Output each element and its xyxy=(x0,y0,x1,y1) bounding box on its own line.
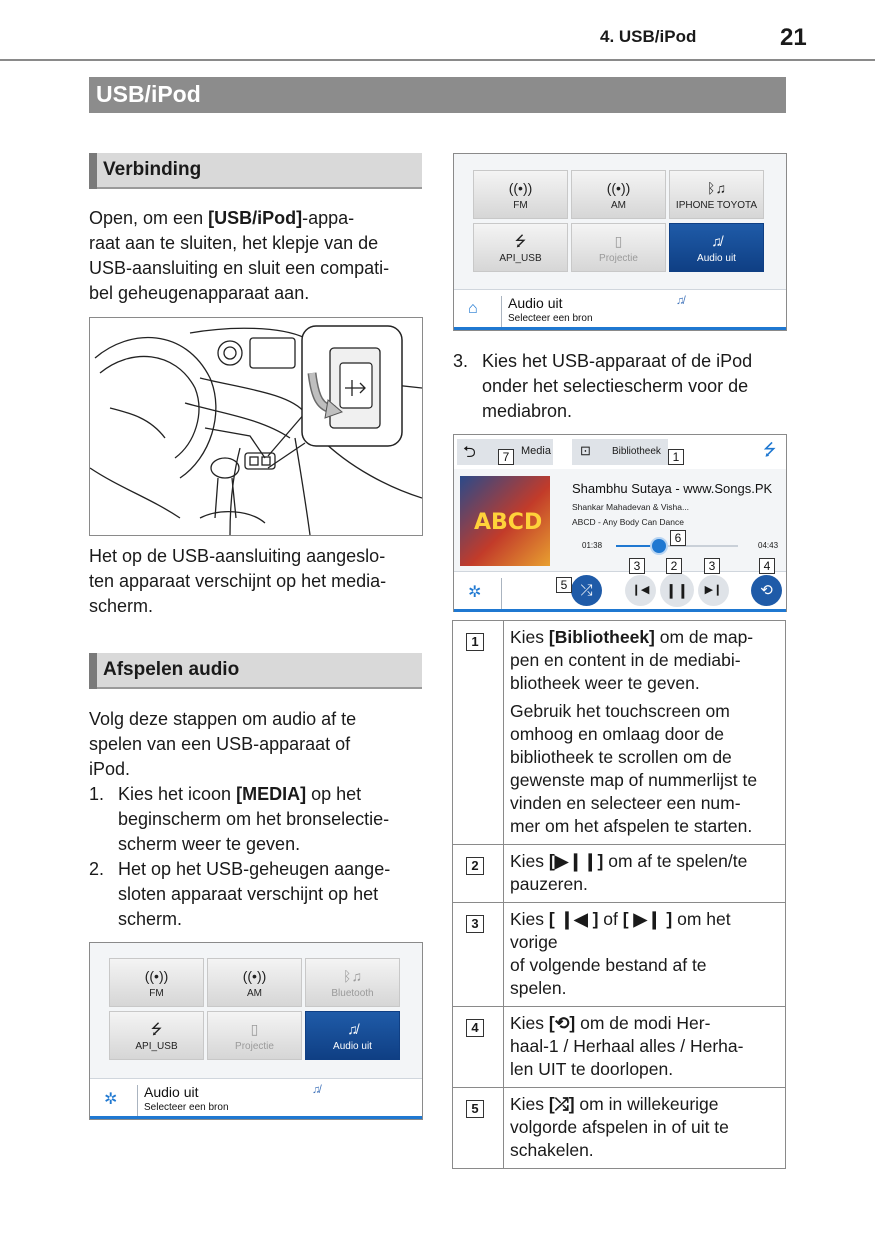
music-off-icon: ♫̸ xyxy=(676,295,685,307)
phone-off-icon: ▯ xyxy=(614,233,623,249)
library-icon: ⊡ xyxy=(580,443,591,458)
previous-button[interactable]: ❙◀ xyxy=(625,575,656,606)
text-line: -appa- xyxy=(302,208,355,228)
text-part: om het vorige xyxy=(510,909,731,952)
chapter-title-bar xyxy=(89,77,786,113)
text-part: pauzeren. xyxy=(510,874,588,894)
legend-row-3 xyxy=(453,903,786,1007)
tile-label: Projectie xyxy=(235,1041,274,1052)
text-line: op het xyxy=(306,784,362,804)
callout-1: 1 xyxy=(668,449,684,465)
library-button[interactable] xyxy=(572,439,668,465)
bluetooth-music-icon: ᛒ♫ xyxy=(343,968,362,984)
status-title: Audio uit xyxy=(508,295,563,311)
text-part: bliotheek weer te geven. xyxy=(510,673,700,693)
artist-name: Shankar Mahadevan & Visha... xyxy=(572,502,690,512)
legend-text xyxy=(510,1012,781,1081)
subhead-afspelen xyxy=(89,653,422,689)
text-line: bel geheugenapparaat aan. xyxy=(89,283,310,303)
steps-list xyxy=(89,782,429,932)
text-part: omhoog en omlaag door de xyxy=(510,724,725,744)
gear-icon[interactable]: ✲ xyxy=(468,584,482,601)
text-line: scherm weer te geven. xyxy=(118,834,301,854)
subhead-verbinding-text: Verbinding xyxy=(103,159,202,180)
source-screen-a xyxy=(89,942,423,1120)
step-number: 1. xyxy=(89,784,105,804)
previous-icon: [ ❙◀ ] xyxy=(548,909,599,929)
phone-off-icon: ▯ xyxy=(250,1021,259,1037)
text-part: spelen. xyxy=(510,978,567,998)
radio-signal-icon: ((•)) xyxy=(508,180,533,196)
text-line: onder het selectiescherm voor de xyxy=(482,376,749,396)
text-part: mer om het afspelen te starten. xyxy=(510,816,753,836)
legend-key: 4 xyxy=(466,1019,484,1037)
library-label: Bibliotheek xyxy=(612,446,661,457)
step-number: 3. xyxy=(453,351,469,371)
para-media-screen xyxy=(89,544,429,619)
bluetooth-music-icon: ᛒ♫ xyxy=(707,180,726,196)
text-part: Kies xyxy=(510,851,549,871)
tile-label: FM xyxy=(513,200,528,211)
tile-api-usb[interactable] xyxy=(109,1011,204,1060)
radio-signal-icon: ((•)) xyxy=(144,968,169,984)
bold-term: [Bibliotheek] xyxy=(548,627,655,647)
text-line: Kies het USB-apparaat of de iPod xyxy=(482,351,753,371)
car-interior-drawing xyxy=(90,318,422,535)
next-icon: [ ▶❙ ] xyxy=(622,909,673,929)
accent-line xyxy=(90,1116,422,1119)
tile-label: Audio uit xyxy=(697,253,736,264)
text-part: bibliotheek te scrollen om de xyxy=(510,747,732,767)
subhead-verbinding xyxy=(89,153,422,189)
music-off-icon: ♫̸ xyxy=(711,233,722,249)
tile-label: AM xyxy=(247,988,262,999)
usb-icon: ⭍ xyxy=(150,1021,163,1037)
legend-text xyxy=(510,626,781,695)
legend-row-5 xyxy=(453,1088,786,1169)
home-icon[interactable]: ⌂ xyxy=(468,300,478,317)
divider xyxy=(137,1085,138,1117)
player-controls xyxy=(454,571,786,612)
legend-key: 1 xyxy=(466,633,484,651)
music-off-icon: ♫̸ xyxy=(347,1021,358,1037)
text-line: Volg deze stappen om audio af te xyxy=(89,709,357,729)
pause-button[interactable]: ❙❙ xyxy=(660,573,694,607)
tile-label: API_USB xyxy=(499,253,542,264)
text-part: vinden en selecteer een num- xyxy=(510,793,741,813)
callout-3-next: 3 xyxy=(704,558,720,574)
status-bar xyxy=(90,1078,422,1119)
text-line: Open, om een xyxy=(89,208,209,228)
tile-label: Audio uit xyxy=(333,1041,372,1052)
callout-5: 5 xyxy=(556,577,572,593)
text-part: Kies xyxy=(510,627,549,647)
steps-list xyxy=(453,349,793,424)
para-steps xyxy=(89,707,429,932)
text-line: ten apparaat verschijnt op het media- xyxy=(89,571,387,591)
text-part: pen en content in de mediabi- xyxy=(510,650,741,670)
accent-line xyxy=(454,327,786,330)
step-2 xyxy=(89,857,429,932)
album-art-title: ABCD xyxy=(474,510,543,535)
text-line: beginscherm om het bronselectie- xyxy=(118,809,390,829)
legend-row-2 xyxy=(453,845,786,903)
tile-projectie[interactable] xyxy=(571,223,666,272)
step-1 xyxy=(89,782,429,857)
callout-3-prev: 3 xyxy=(629,558,645,574)
text-line: scherm. xyxy=(89,596,154,616)
text-line: Het op het USB-geheugen aange- xyxy=(118,859,391,879)
text-part: Kies xyxy=(510,909,549,929)
tile-fm[interactable] xyxy=(473,170,568,219)
legend-key: 2 xyxy=(466,857,484,875)
subhead-afspelen-text: Afspelen audio xyxy=(103,659,240,680)
step-3-item xyxy=(453,349,793,424)
tile-projectie[interactable] xyxy=(207,1011,302,1060)
progress-handle[interactable] xyxy=(652,539,666,553)
song-title: Shambhu Sutaya - www.Songs.PK xyxy=(572,481,773,496)
usb-port-illustration xyxy=(89,317,423,536)
page-number: 21 xyxy=(780,24,807,51)
status-subtitle: Selecteer een bron xyxy=(144,1102,229,1113)
tile-api-usb[interactable] xyxy=(473,223,568,272)
tile-am[interactable] xyxy=(207,958,302,1007)
callout-4: 4 xyxy=(759,558,775,574)
text-part: Gebruik het touchscreen om xyxy=(510,701,730,721)
tile-label: AM xyxy=(611,200,626,211)
callout-6: 6 xyxy=(670,530,686,546)
bold-term: [MEDIA] xyxy=(236,784,307,804)
text-part: volgorde afspelen in of uit te xyxy=(510,1117,729,1137)
header-divider xyxy=(0,59,875,61)
text-line: spelen van een USB-apparaat of xyxy=(89,734,351,754)
text-part: of volgende bestand af te xyxy=(510,955,707,975)
divider xyxy=(501,296,502,328)
text-part: om de map- xyxy=(654,627,754,647)
tile-label: API_USB xyxy=(135,1041,178,1052)
media-player-screen xyxy=(453,434,787,612)
divider xyxy=(501,578,502,610)
text-part: Kies xyxy=(510,1013,549,1033)
text-line: scherm. xyxy=(118,909,183,929)
text-part: Kies xyxy=(510,1094,549,1114)
tile-bluetooth[interactable] xyxy=(305,958,400,1007)
status-subtitle: Selecteer een bron xyxy=(508,313,593,324)
legend-row-1 xyxy=(453,621,786,845)
text-part: om de modi Her- xyxy=(575,1013,711,1033)
legend-text xyxy=(510,1093,781,1162)
text-part: om af te spelen/te xyxy=(603,851,748,871)
usb-icon: ⭍ xyxy=(514,233,527,249)
back-icon[interactable]: ⮌ xyxy=(463,444,476,461)
step-3 xyxy=(453,349,793,424)
legend-key: 3 xyxy=(466,915,484,933)
callout-2: 2 xyxy=(666,558,682,574)
text-line: raat aan te sluiten, het klepje van de xyxy=(89,233,379,253)
tile-label: FM xyxy=(149,988,164,999)
tile-label: Bluetooth xyxy=(331,988,374,999)
text-part: len UIT te doorlopen. xyxy=(510,1059,674,1079)
media-label: Media xyxy=(521,445,551,457)
bold-term: [USB/iPod] xyxy=(208,208,303,228)
chapter-title: USB/iPod xyxy=(96,81,201,107)
usb-icon: ⭍ xyxy=(763,442,777,459)
shuffle-icon: [⤮] xyxy=(548,1094,575,1114)
text-line: Kies het icoon xyxy=(118,784,237,804)
gear-icon[interactable]: ✲ xyxy=(104,1091,118,1108)
music-off-icon: ♫̸ xyxy=(312,1084,321,1096)
text-line: sloten apparaat verschijnt op het xyxy=(118,884,379,904)
legend-text xyxy=(510,908,781,1000)
legend-table-wrap xyxy=(452,620,786,1169)
legend-text xyxy=(510,850,781,896)
text-line: iPod. xyxy=(89,759,131,779)
tile-am[interactable] xyxy=(571,170,666,219)
source-screen-b xyxy=(453,153,787,331)
repeat-button[interactable]: ⟲ xyxy=(751,575,782,606)
next-button[interactable]: ▶❙ xyxy=(698,575,729,606)
shuffle-button[interactable]: ⤮ xyxy=(571,575,602,606)
tile-fm[interactable] xyxy=(109,958,204,1007)
text-part: om in willekeurige xyxy=(574,1094,719,1114)
radio-signal-icon: ((•)) xyxy=(242,968,267,984)
tile-audio-uit[interactable] xyxy=(669,223,764,272)
status-bar xyxy=(454,289,786,330)
time-total: 04:43 xyxy=(758,541,779,550)
legend-row-4 xyxy=(453,1007,786,1088)
text-part: haal-1 / Herhaal alles / Herha- xyxy=(510,1036,744,1056)
text-line: Het op de USB-aansluiting aangeslo- xyxy=(89,546,386,566)
repeat-icon: [⟲] xyxy=(548,1013,576,1033)
section-header: 4. USB/iPod xyxy=(600,27,697,46)
status-title: Audio uit xyxy=(144,1084,199,1100)
legend-table xyxy=(452,620,786,1169)
play-pause-icon: [▶❙❙] xyxy=(548,851,604,871)
tile-iphone-toyota[interactable] xyxy=(669,170,764,219)
text-part: of xyxy=(598,909,623,929)
callout-7: 7 xyxy=(498,449,514,465)
time-elapsed: 01:38 xyxy=(582,541,603,550)
text-line: mediabron. xyxy=(482,401,573,421)
legend-key: 5 xyxy=(466,1100,484,1118)
tile-audio-uit[interactable] xyxy=(305,1011,400,1060)
accent-line xyxy=(454,609,786,612)
radio-signal-icon: ((•)) xyxy=(606,180,631,196)
tile-label: IPHONE TOYOTA xyxy=(675,200,758,211)
legend-extra-text xyxy=(510,700,781,838)
album-art xyxy=(460,476,550,566)
para-verbinding xyxy=(89,206,429,306)
tile-label: Projectie xyxy=(599,253,638,264)
text-line: USB-aansluiting en sluit een compati- xyxy=(89,258,390,278)
album-name: ABCD - Any Body Can Dance xyxy=(572,517,684,527)
text-part: schakelen. xyxy=(510,1140,594,1160)
text-part: gewenste map of nummerlijst te xyxy=(510,770,758,790)
step-number: 2. xyxy=(89,859,105,879)
